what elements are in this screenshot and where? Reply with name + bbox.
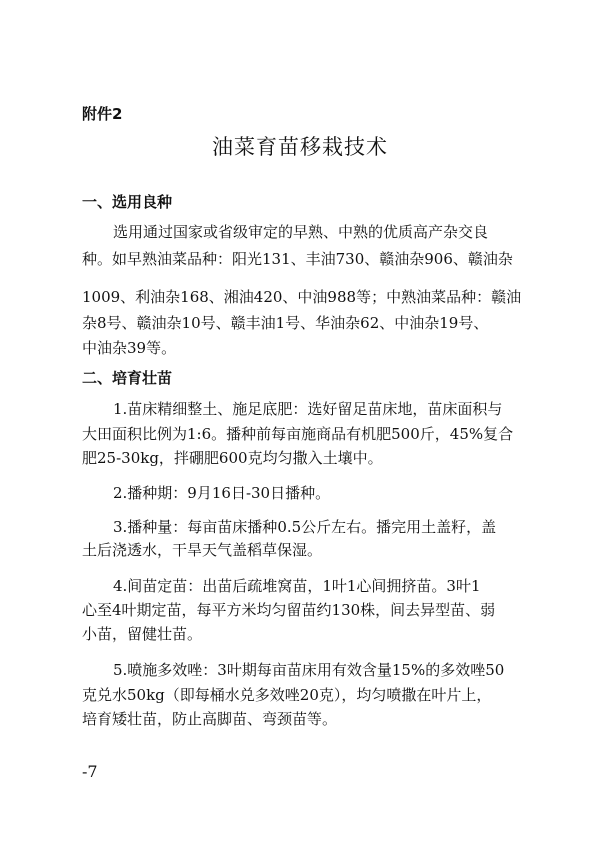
section-1-line-1: 选用通过国家或省级审定的早熟、中熟的优质高产杂交良 bbox=[113, 223, 489, 241]
section-heading-2: 二、培育壮苗 bbox=[82, 369, 173, 387]
section-2-p5-line-1: 5.喷施多效唑：3叶期每亩苗床用有效含量15%的多效唑50 bbox=[113, 661, 505, 679]
section-2-p1-line-3: 肥25-30kg，拌硼肥600克均匀撒入土壤中。 bbox=[82, 449, 383, 467]
section-1-line-3: 1009、利油杂168、湘油420、中油988等；中熟油菜品种：赣油 bbox=[82, 288, 522, 306]
section-2-p4-line-2: 心至4叶期定苗，每平方米均匀留苗约130株，间去异型苗、弱 bbox=[82, 601, 496, 619]
section-2-p3-line-1: 3.播种量：每亩苗床播种0.5公斤左右。播完用土盖籽，盖 bbox=[113, 518, 497, 536]
section-2-p1-line-2: 大田面积比例为1:6。播种前每亩施商品有机肥500斤，45%复合 bbox=[82, 425, 514, 443]
section-2-p5-line-3: 培育矮壮苗，防止高脚苗、弯颈苗等。 bbox=[82, 710, 338, 728]
section-2-p2-line-1: 2.播种期：9月16日-30日播种。 bbox=[113, 484, 331, 502]
section-1-line-5: 中油杂39等。 bbox=[82, 339, 177, 357]
section-2-p5-line-2: 克兑水50kg（即每桶水兑多效唑20克），均匀喷撒在叶片上， bbox=[82, 686, 492, 704]
section-2-p4-line-1: 4.间苗定苗：出苗后疏堆窝苗，1叶1心间拥挤苗。3叶1 bbox=[113, 577, 481, 595]
page-title: 油菜育苗移栽技术 bbox=[212, 135, 388, 159]
attachment-label: 附件2 bbox=[82, 105, 123, 123]
section-heading-1: 一、选用良种 bbox=[82, 193, 173, 211]
section-1-line-4: 杂8号、赣油杂10号、赣丰油1号、华油杂62、中油杂19号、 bbox=[82, 314, 489, 332]
section-2-p4-line-3: 小苗，留健壮苗。 bbox=[82, 625, 203, 643]
page-number: -7 bbox=[82, 762, 98, 781]
section-1-line-2: 种。如早熟油菜品种：阳光131、丰油730、赣油杂906、赣油杂 bbox=[82, 250, 513, 268]
section-2-p1-line-1: 1.苗床精细整土、施足底肥：选好留足苗床地，苗床面积与 bbox=[113, 400, 503, 418]
section-2-p3-line-2: 土后浇透水，干旱天气盖稻草保湿。 bbox=[82, 541, 323, 559]
